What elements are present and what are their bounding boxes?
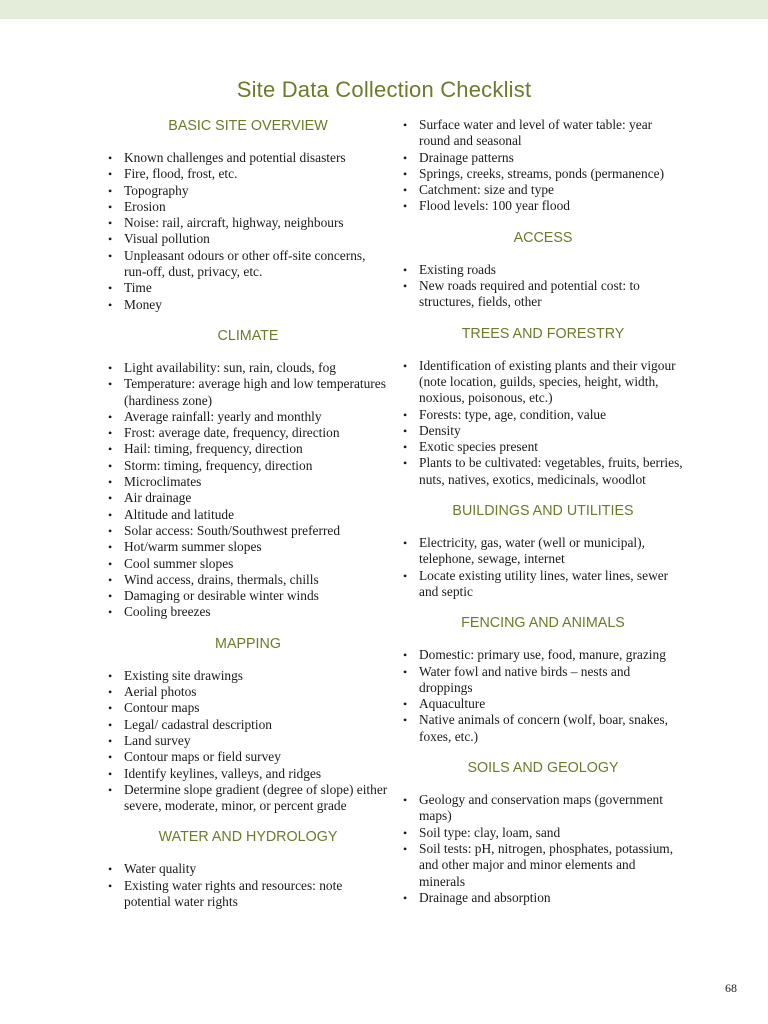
checklist-item: • Legal/ cadastral description <box>107 717 389 733</box>
checklist-item: • Damaging or desirable winter winds <box>107 588 389 604</box>
checklist-item: • Money <box>107 297 389 313</box>
checklist-item: • Storm: timing, frequency, direction <box>107 458 389 474</box>
checklist-item: • Springs, creeks, streams, ponds (permanence) <box>402 166 684 182</box>
section-heading: SOILS AND GEOLOGY <box>467 760 619 777</box>
checklist-item: • Density <box>402 423 684 439</box>
checklist-item: • Time <box>107 280 389 296</box>
checklist-item: • Catchment: size and type <box>402 182 684 198</box>
checklist-item: • Determine slope gradient (degree of slope) either severe, moderate, minor, or percent grade <box>107 782 389 815</box>
checklist-item: • Drainage patterns <box>402 150 684 166</box>
section-heading: ACCESS <box>513 229 573 246</box>
checklist-item: • Contour maps <box>107 700 389 716</box>
checklist <box>402 647 684 745</box>
section-access <box>402 229 684 311</box>
checklist-item: • Visual pollution <box>107 231 389 247</box>
checklist <box>107 668 389 815</box>
section-mapping <box>107 635 389 815</box>
checklist-item: • Light availability: sun, rain, clouds, fog <box>107 360 389 376</box>
checklist-item: • Noise: rail, aircraft, highway, neighbours <box>107 215 389 231</box>
checklist-item: • Locate existing utility lines, water lines, sewer and septic <box>402 568 684 601</box>
checklist-item: • Aquaculture <box>402 696 684 712</box>
checklist-item: • Water quality <box>107 861 389 877</box>
checklist-item: • Cooling breezes <box>107 604 389 620</box>
page-title: Site Data Collection Checklist <box>236 77 532 102</box>
checklist-item: • Topography <box>107 183 389 199</box>
section-heading: FENCING AND ANIMALS <box>461 615 625 632</box>
checklist-item: • Flood levels: 100 year flood <box>402 198 684 214</box>
checklist-item: • Fire, flood, frost, etc. <box>107 166 389 182</box>
top-color-band <box>0 0 768 19</box>
checklist <box>107 861 389 910</box>
page-number: 68 <box>725 981 737 995</box>
checklist-item: • Aerial photos <box>107 684 389 700</box>
checklist-item: • Soil tests: pH, nitrogen, phosphates, potassium, and other major and minor elements and minerals <box>402 841 684 890</box>
right-column <box>402 117 684 906</box>
checklist-item: • Unpleasant odours or other off-site concerns, run-off, dust, privacy, etc. <box>107 248 389 281</box>
checklist-item: • Average rainfall: yearly and monthly <box>107 409 389 425</box>
checklist-item: • Drainage and absorption <box>402 890 684 906</box>
section-continued <box>402 117 684 215</box>
section-heading: CLIMATE <box>217 327 279 344</box>
checklist-item: • Existing site drawings <box>107 668 389 684</box>
checklist-item: • Exotic species present <box>402 439 684 455</box>
checklist-item: • New roads required and potential cost: to structures, fields, other <box>402 278 684 311</box>
checklist-item: • Native animals of concern (wolf, boar, snakes, foxes, etc.) <box>402 712 684 745</box>
checklist-item: • Plants to be cultivated: vegetables, fruits, berries, nuts, natives, exotics, medicinals, woodlot <box>402 455 684 488</box>
checklist-item: • Surface water and level of water table: year round and seasonal <box>402 117 684 150</box>
checklist-item: • Existing water rights and resources: note potential water rights <box>107 878 389 911</box>
checklist-item: • Microclimates <box>107 474 389 490</box>
checklist-item: • Contour maps or field survey <box>107 749 389 765</box>
checklist-item: • Hot/warm summer slopes <box>107 539 389 555</box>
checklist <box>402 117 684 215</box>
checklist <box>107 360 389 621</box>
checklist <box>402 535 684 600</box>
section-water-and-hydrology <box>107 828 389 910</box>
checklist-item: • Geology and conservation maps (government maps) <box>402 792 684 825</box>
checklist-item: • Wind access, drains, thermals, chills <box>107 572 389 588</box>
section-heading: WATER AND HYDROLOGY <box>158 829 338 846</box>
checklist <box>107 150 389 313</box>
checklist-item: • Identify keylines, valleys, and ridges <box>107 766 389 782</box>
checklist-item: • Electricity, gas, water (well or municipal), telephone, sewage, internet <box>402 535 684 568</box>
section-heading: BASIC SITE OVERVIEW <box>168 118 328 134</box>
section-basic-site-overview <box>107 117 389 313</box>
checklist-item: • Existing roads <box>402 262 684 278</box>
checklist-item: • Hail: timing, frequency, direction <box>107 441 389 457</box>
checklist <box>402 358 684 488</box>
checklist-item: • Identification of existing plants and their vigour (note location, guilds, species, height, width, noxious, poisonous, etc.) <box>402 358 684 407</box>
checklist-item: • Cool summer slopes <box>107 556 389 572</box>
checklist-item: • Solar access: South/Southwest preferred <box>107 523 389 539</box>
section-fencing-and-animals <box>402 614 684 745</box>
section-heading: BUILDINGS AND UTILITIES <box>452 503 634 520</box>
checklist-item: • Forests: type, age, condition, value <box>402 407 684 423</box>
checklist-item: • Domestic: primary use, food, manure, grazing <box>402 647 684 663</box>
section-climate <box>107 327 389 621</box>
checklist-item: • Altitude and latitude <box>107 507 389 523</box>
checklist <box>402 262 684 311</box>
checklist <box>402 792 684 906</box>
checklist-item: • Air drainage <box>107 490 389 506</box>
checklist-item: • Known challenges and potential disasters <box>107 150 389 166</box>
checklist-item: • Soil type: clay, loam, sand <box>402 825 684 841</box>
left-column <box>107 117 389 910</box>
section-heading: MAPPING <box>215 635 281 652</box>
section-trees-and-forestry <box>402 325 684 488</box>
checklist-item: • Erosion <box>107 199 389 215</box>
section-heading: TREES AND FORESTRY <box>461 325 625 342</box>
checklist-item: • Land survey <box>107 733 389 749</box>
section-soils-and-geology <box>402 759 684 906</box>
checklist-item: • Water fowl and native birds – nests and droppings <box>402 664 684 697</box>
section-buildings-and-utilities <box>402 502 684 600</box>
checklist-item: • Temperature: average high and low temperatures (hardiness zone) <box>107 376 389 409</box>
checklist-item: • Frost: average date, frequency, direction <box>107 425 389 441</box>
